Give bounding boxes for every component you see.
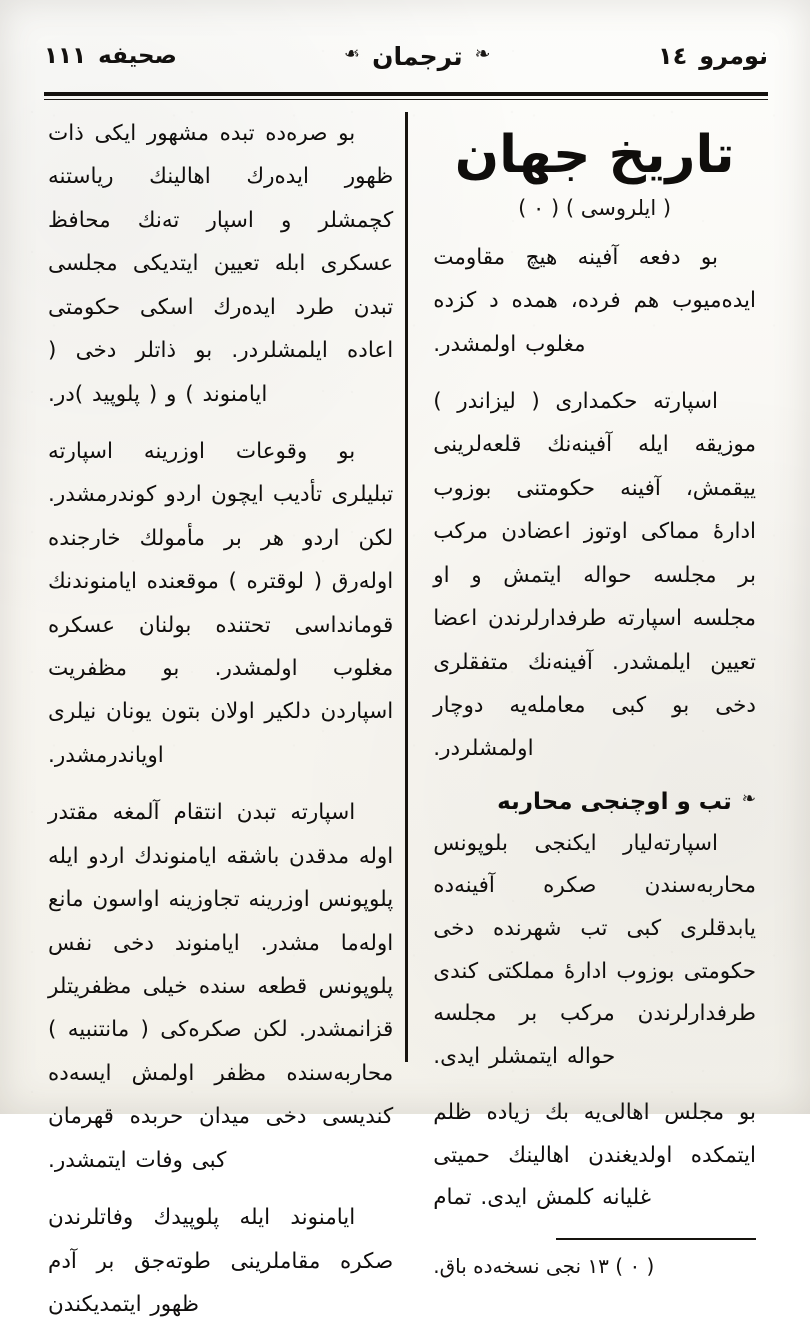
body-columns: [44, 112, 768, 1317]
column-right: [413, 112, 768, 1278]
paragraph: بو صرەده تبده مشهور ایکی ذات ظهور ایده‌رك اهالینك ریاستنه کچمشلر و اسپار تەنك محافظ عسکری ابله تعیین ایتدیکی مجلسی تبدن طرد ایده‌رك اسکی حکومتی اعاده ایلمشلردر. بو ذاتلر دخی ( ایامنوند ) و ( پلوپید )‌در.: [48, 121, 394, 407]
masthead-issue-label: نومرو: [699, 42, 768, 70]
publication-title: ترجمان: [372, 41, 463, 71]
masthead-divider-thick: [44, 92, 768, 96]
masthead-issue-number: ١٤: [657, 42, 688, 70]
paragraph: بو مجلس اهالی‌یه بك زیاده ظلم ایتمکده اولدیغندن اهالینك حمیتی غلیانه کلمش ایدی. تمام: [433, 1100, 756, 1211]
masthead-page-label: صحیفه: [98, 43, 177, 69]
footnote: ( ٠ ) ١٣ نجی نسخه‌ده باق.: [433, 1253, 655, 1278]
paragraph: ایامنوند ایله پلوپیدك وفاتلرندن صکره مقاملرینی طوته‌جق بر آدم ظهور ایتمدیکندن: [48, 1205, 394, 1317]
column-left: [44, 112, 413, 1317]
section-heading-label: تب و اوچنجی محاربه: [497, 788, 732, 815]
paragraph: اسپارته تبدن انتقام آلمغه مقتدر اوله مدقدن باشقه ایامنوندك اردو ایله پلوپونس اوزرینه تجاوزینه اواسون مانع اولەما مشدر. ایامنوند دخی نفس پلوپونس قطعه سنده خیلی مظفریتلر قزانمشدر. لکن صکره‌کی ( مانتنبیه ) محاربه‌سنده مظفر اولمش ایسه‌ده کندیسی دخی میدان حربده قهرمان کبی وفات ایتمشدر.: [48, 800, 394, 1173]
paragraph: اسپارته‌لیار ایکنجی بلوپونس محاربه‌سندن صکره آفینه‌ده یابدقلری کبی تب شهرنده دخی حکومتی بوزوب اداره‌ٔ مملکتی کندی طرفدارلرندن مرکب بر مجلسه حواله ایتمشلر ایدی.: [433, 830, 756, 1069]
masthead-divider-thin: [44, 99, 768, 100]
masthead: [44, 34, 768, 78]
section-heading: [433, 789, 756, 815]
article-headline: تاریخ جهان: [454, 125, 735, 185]
masthead-page-group: [44, 43, 177, 69]
masthead-issue-group: [658, 42, 768, 70]
paragraph: بو وقوعات اوزرینه اسپارته تبلیلری تأدیب ایچون اردو کوندرمشدر. لکن اردو هر بر مأمولك خارجنده اولەرق ( لوقتره ) موقعنده ایامنوندنك قومانداسی تحتنده بولنان عسکره مغلوب اولمشدر. بو مظفریت اسپاردن دلکیر اولان بتون یونان نیلری اویاندرمشدر.: [48, 438, 394, 768]
ornament-icon-section: ❧: [741, 789, 756, 810]
article-subheading: ( ایلروسی ) ( ٠ ): [518, 195, 672, 220]
masthead-page-number: ١١١: [44, 43, 87, 69]
footnote-divider: [556, 1238, 756, 1240]
masthead-title-group: [344, 42, 490, 71]
paragraph: بو دفعه آفینه هیچ مقاومت ایده‌میوب هم فرده‌، همده د کزده مغلوب اولمشدر.: [433, 244, 756, 357]
ornament-icon-right: ❧: [474, 42, 491, 65]
paragraph: اسپارته حکمداری ( لیزاندر ) موزیقه ایله آفینه‌نك قلعه‌لرینی ییقمش، آفینه حکومتنی بوزوب اداره‌ٔ مماکی اوتوز اعضادن مرکب بر مجلسه حواله ایتمش و او مجلسه اسپارته طرفدارلرندن اعضا تعیین ایلمشدر. آفینه‌نك متفقلری دخی بو کبی معامله‌یه دوچار اولمشلردر.: [433, 389, 756, 762]
ornament-icon-left: ❧: [344, 42, 361, 65]
